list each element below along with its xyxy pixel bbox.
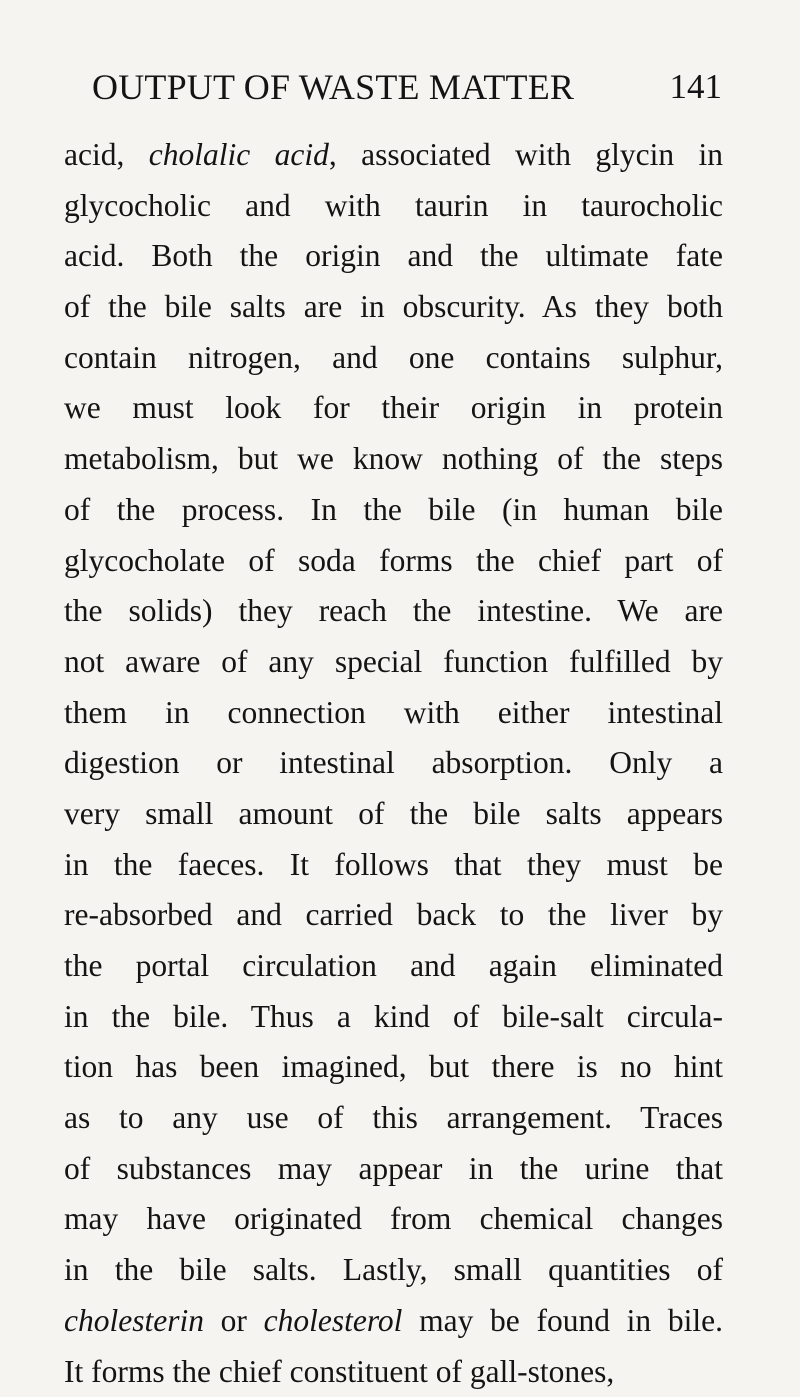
page-number: 141 [670,62,723,112]
text-segment: may be found in bile. [402,1303,723,1338]
text-segment: the solids) they reach the intestine. We are [64,593,723,628]
text-line [64,941,723,992]
text-line [64,1194,723,1245]
text-line [64,383,723,434]
running-head [92,62,722,112]
text-segment: the portal circulation and again eliminated [64,948,723,983]
text-segment: tion has been imagined, but there is no hint [64,1049,723,1084]
text-line [64,1093,723,1144]
text-line [64,1042,723,1093]
text-line [64,333,723,384]
text-line [64,181,723,232]
text-line [64,840,723,891]
text-segment: glycocholic and with taurin in taurocholic [64,188,723,223]
text-line [64,688,723,739]
text-line [64,789,723,840]
text-line [64,586,723,637]
text-line [64,231,723,282]
text-segment: It forms the chief constituent of gall-stones, [64,1354,614,1389]
text-line [64,738,723,789]
text-line [64,890,723,941]
text-segment: , associated with glycin in [329,137,723,172]
text-line [64,992,723,1043]
text-segment: acid, [64,137,149,172]
text-segment: or [204,1303,264,1338]
running-title: OUTPUT OF WASTE MATTER [92,62,574,112]
text-line [64,637,723,688]
text-segment: them in connection with either intestinal [64,695,723,730]
text-line [64,282,723,333]
text-segment: acid. Both the origin and the ultimate fate [64,238,723,273]
text-segment: contain nitrogen, and one contains sulphur, [64,340,723,375]
text-segment: of the bile salts are in obscurity. As they both [64,289,723,324]
text-segment: digestion or intestinal absorption. Only a [64,745,723,780]
text-segment: re-absorbed and carried back to the liver by [64,897,723,932]
text-segment: of the process. In the bile (in human bile [64,492,723,527]
text-line [64,130,723,181]
text-line [64,485,723,536]
text-segment: as to any use of this arrangement. Traces [64,1100,723,1135]
text-segment: very small amount of the bile salts appears [64,796,723,831]
text-segment: in the bile salts. Lastly, small quantities of [64,1252,723,1287]
text-segment: metabolism, but we know nothing of the steps [64,441,723,476]
text-line [64,536,723,587]
text-segment: in the bile. Thus a kind of bile-salt circula- [64,999,723,1034]
text-line [64,1296,723,1347]
text-segment: not aware of any special function fulfilled by [64,644,723,679]
text-segment: we must look for their origin in protein [64,390,723,425]
text-line [64,434,723,485]
text-line [64,1347,723,1397]
text-line [64,1245,723,1296]
italic-term: cholesterin [64,1303,204,1338]
body-text [64,130,723,1397]
italic-term: cholalic acid [149,137,329,172]
text-segment: glycocholate of soda forms the chief part of [64,543,723,578]
text-segment: of substances may appear in the urine that [64,1151,723,1186]
text-segment: in the faeces. It follows that they must be [64,847,723,882]
text-segment: may have originated from chemical changes [64,1201,723,1236]
text-line [64,1144,723,1195]
italic-term: cholesterol [264,1303,403,1338]
